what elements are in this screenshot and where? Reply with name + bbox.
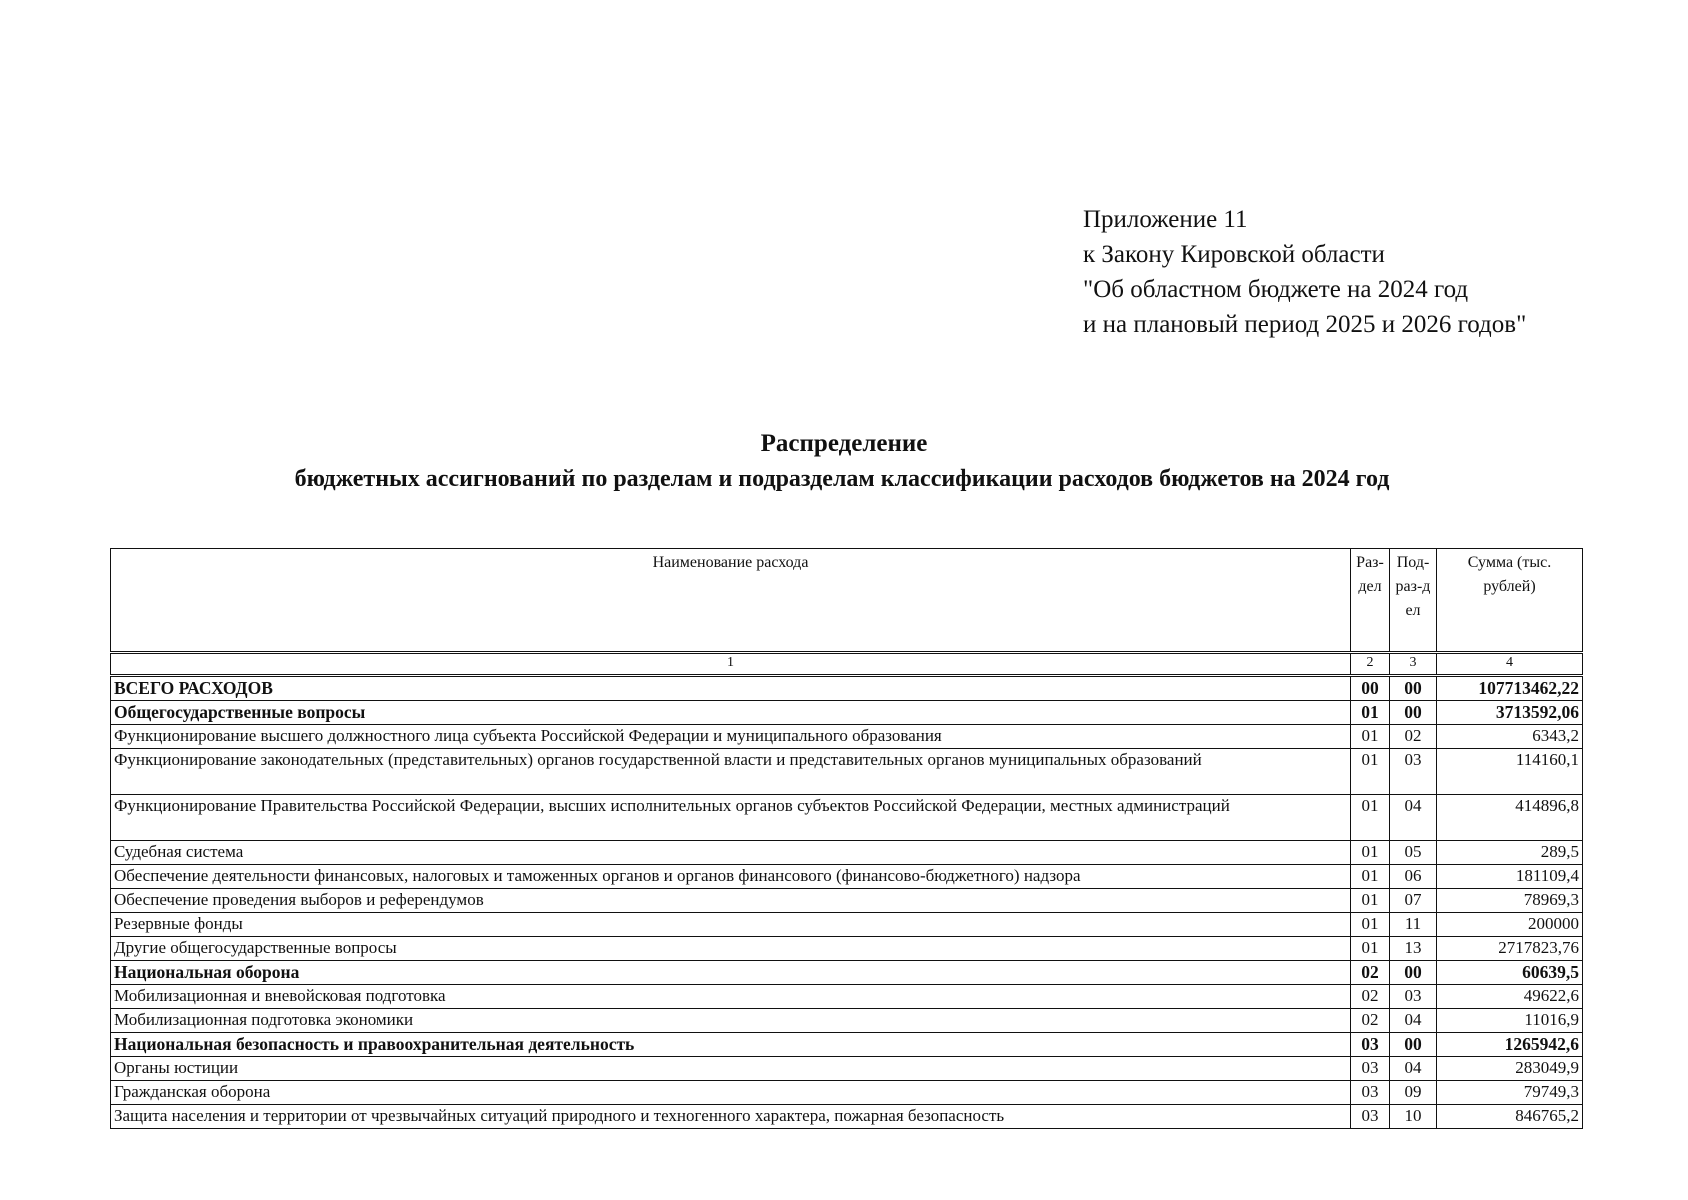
table-row [111,961,1583,985]
razdel-code: 01 [1351,841,1390,865]
razdel-code: 00 [1351,676,1390,701]
column-number: 2 [1351,653,1390,676]
expense-name: Мобилизационная и вневойсковая подготовка [111,985,1351,1009]
header-name: Наименование расхода [111,549,1351,653]
expense-name: Мобилизационная подготовка экономики [111,1009,1351,1033]
column-number: 3 [1390,653,1437,676]
razdel-code: 02 [1351,961,1390,985]
razdel-code: 01 [1351,701,1390,725]
podrazdel-code: 05 [1390,841,1437,865]
podrazdel-code: 04 [1390,795,1437,841]
document-title: Распределение [760,430,928,457]
table-row [111,749,1583,795]
header-razdel: Раз-дел [1351,549,1390,653]
razdel-code: 01 [1351,913,1390,937]
amount: 114160,1 [1437,749,1583,795]
podrazdel-code: 02 [1390,725,1437,749]
table-row [111,841,1583,865]
table-row [111,1033,1583,1057]
razdel-code: 03 [1351,1081,1390,1105]
amount: 60639,5 [1437,961,1583,985]
annex-line-1: Приложение 11 [1083,206,1248,233]
razdel-code: 03 [1351,1033,1390,1057]
annex-line-4: и на плановый период 2025 и 2026 годов" [1083,311,1527,338]
razdel-code: 01 [1351,865,1390,889]
razdel-code: 01 [1351,937,1390,961]
table-row [111,1105,1583,1129]
amount: 1265942,6 [1437,1033,1583,1057]
podrazdel-code: 00 [1390,676,1437,701]
table-row [111,725,1583,749]
table-row [111,937,1583,961]
amount: 79749,3 [1437,1081,1583,1105]
table-row [111,795,1583,841]
expense-name: Функционирование законодательных (представительных) органов государственной власти и представительных органов муниципальных образований [111,749,1351,795]
amount: 107713462,22 [1437,676,1583,701]
amount: 49622,6 [1437,985,1583,1009]
table-row [111,701,1583,725]
expense-name: Защита населения и территории от чрезвычайных ситуаций природного и техногенного характера, пожарная безопасность [111,1105,1351,1129]
column-number-row [111,653,1583,676]
podrazdel-code: 00 [1390,1033,1437,1057]
expense-name: Национальная безопасность и правоохранительная деятельность [111,1033,1351,1057]
table-row [111,985,1583,1009]
annex-line-3: "Об областном бюджете на 2024 год [1083,276,1469,303]
amount: 846765,2 [1437,1105,1583,1129]
amount: 11016,9 [1437,1009,1583,1033]
expense-name: Национальная оборона [111,961,1351,985]
amount: 289,5 [1437,841,1583,865]
podrazdel-code: 11 [1390,913,1437,937]
podrazdel-code: 13 [1390,937,1437,961]
razdel-code: 03 [1351,1057,1390,1081]
razdel-code: 01 [1351,795,1390,841]
amount: 283049,9 [1437,1057,1583,1081]
razdel-code: 01 [1351,725,1390,749]
table-row [111,1081,1583,1105]
razdel-code: 02 [1351,985,1390,1009]
amount: 414896,8 [1437,795,1583,841]
podrazdel-code: 03 [1390,749,1437,795]
expense-name: Другие общегосударственные вопросы [111,937,1351,961]
document-subtitle: бюджетных ассигнований по разделам и подразделам классификации расходов бюджетов на 2024 год [294,466,1390,492]
podrazdel-code: 00 [1390,961,1437,985]
expense-name: Гражданская оборона [111,1081,1351,1105]
razdel-code: 02 [1351,1009,1390,1033]
expense-name: ВСЕГО РАСХОДОВ [111,676,1351,701]
amount: 200000 [1437,913,1583,937]
table-row [111,913,1583,937]
podrazdel-code: 04 [1390,1057,1437,1081]
budget-table [110,548,1583,1129]
podrazdel-code: 00 [1390,701,1437,725]
header-podrazdel: Под-раз-дел [1390,549,1437,653]
razdel-code: 01 [1351,889,1390,913]
table-row [111,676,1583,701]
header-summa: Сумма (тыс. рублей) [1437,549,1583,653]
table-row [111,1057,1583,1081]
column-number: 1 [111,653,1351,676]
table-row [111,865,1583,889]
expense-name: Обеспечение проведения выборов и референдумов [111,889,1351,913]
expense-name: Общегосударственные вопросы [111,701,1351,725]
podrazdel-code: 04 [1390,1009,1437,1033]
podrazdel-code: 03 [1390,985,1437,1009]
podrazdel-code: 09 [1390,1081,1437,1105]
expense-name: Функционирование высшего должностного лица субъекта Российской Федерации и муниципального образования [111,725,1351,749]
annex-line-2: к Закону Кировской области [1083,241,1385,268]
razdel-code: 03 [1351,1105,1390,1129]
table-row [111,889,1583,913]
podrazdel-code: 10 [1390,1105,1437,1129]
expense-name: Органы юстиции [111,1057,1351,1081]
annex-block [1083,202,1526,342]
expense-name: Резервные фонды [111,913,1351,937]
razdel-code: 01 [1351,749,1390,795]
column-number: 4 [1437,653,1583,676]
amount: 181109,4 [1437,865,1583,889]
expense-name: Функционирование Правительства Российской Федерации, высших исполнительных органов субъектов Российской Федерации, местных администраций [111,795,1351,841]
amount: 6343,2 [1437,725,1583,749]
podrazdel-code: 07 [1390,889,1437,913]
amount: 3713592,06 [1437,701,1583,725]
amount: 2717823,76 [1437,937,1583,961]
expense-name: Судебная система [111,841,1351,865]
table-row [111,1009,1583,1033]
expense-name: Обеспечение деятельности финансовых, налоговых и таможенных органов и органов финансового (финансово-бюджетного) надзора [111,865,1351,889]
amount: 78969,3 [1437,889,1583,913]
podrazdel-code: 06 [1390,865,1437,889]
table-header-row [111,549,1583,653]
